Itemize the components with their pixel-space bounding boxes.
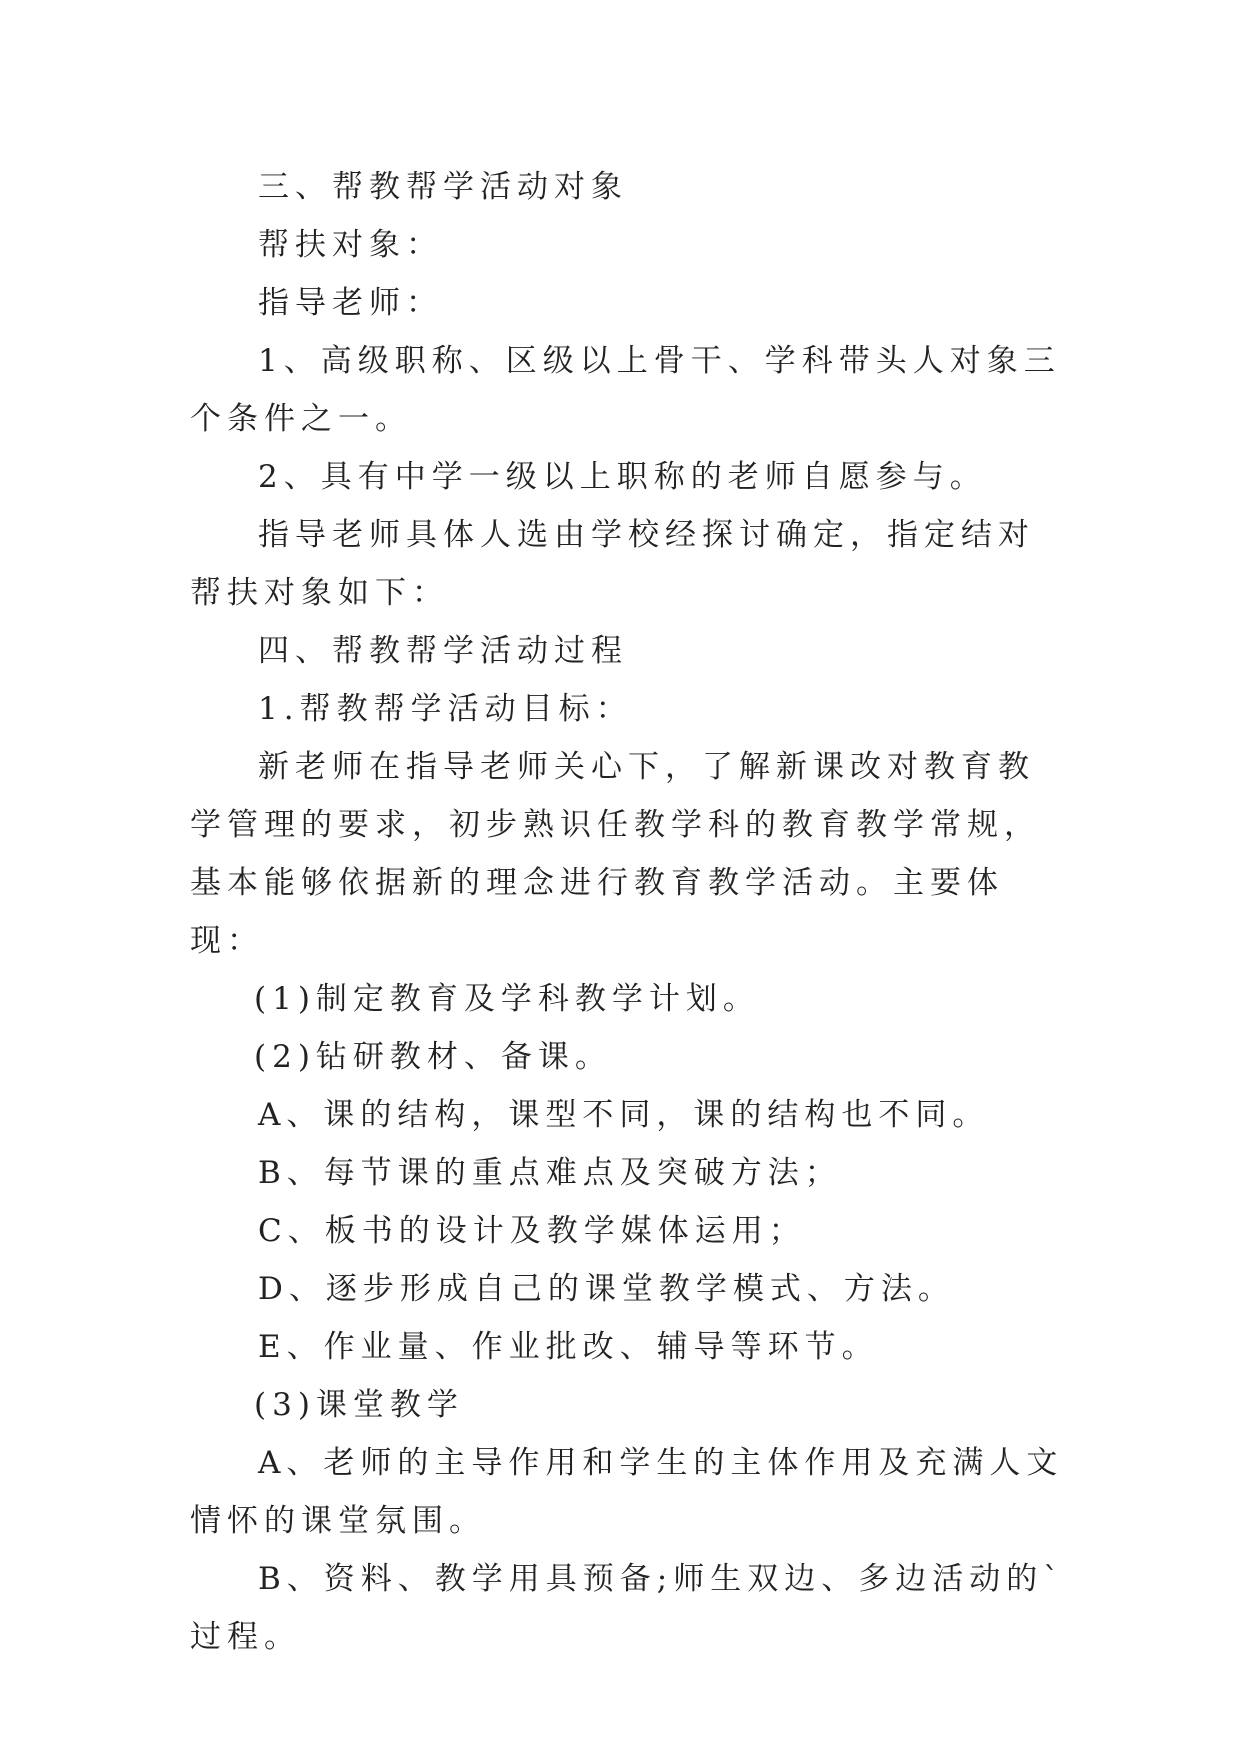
- list-item-classroom-teaching: (3)课堂教学: [254, 1387, 464, 1423]
- list-item-mentor-criteria-2: 2、具有中学一级以上职称的老师自愿参与。: [258, 459, 987, 495]
- list-item-prep-a: A、课的结构，课型不同，课的结构也不同。: [258, 1097, 990, 1133]
- field-mentor: 指导老师：: [258, 285, 443, 321]
- list-item-plan: (1)制定教育及学科教学计划。: [254, 981, 760, 1017]
- list-item-lesson-prep: (2)钻研教材、备课。: [254, 1039, 612, 1075]
- list-item-prep-c: C、板书的设计及教学媒体运用；: [258, 1213, 806, 1249]
- list-item-prep-d: D、逐步形成自己的课堂教学模式、方法。: [258, 1271, 955, 1307]
- subheading-activity-goals: 1.帮教帮学活动目标：: [258, 691, 633, 727]
- paragraph-mentor-selection: 指导老师具体人选由学校经探讨确定，指定结对帮扶对象如下：: [190, 517, 1035, 611]
- section-heading-3: 三、帮教帮学活动对象: [258, 169, 628, 205]
- document-body: [190, 158, 1070, 1666]
- list-item-mentor-criteria-1: 1、高级职称、区级以上骨干、学科带头人对象三个条件之一。: [190, 343, 1061, 437]
- field-support-target: 帮扶对象：: [258, 227, 443, 263]
- list-item-class-a: A、老师的主导作用和学生的主体作用及充满人文情怀的课堂氛围。: [190, 1445, 1064, 1539]
- list-item-prep-b: B、每节课的重点难点及突破方法；: [258, 1155, 842, 1191]
- section-heading-4: 四、帮教帮学活动过程: [258, 633, 628, 669]
- list-item-class-b: B、资料、教学用具预备;师生双边、多边活动的`过程。: [190, 1561, 1065, 1655]
- paragraph-goals-description: 新老师在指导老师关心下，了解新课改对教育教学管理的要求，初步熟识任教学科的教育教学常规，基本能够依据新的理念进行教育教学活动。主要体现：: [190, 749, 1041, 959]
- list-item-prep-e: E、作业量、作业批改、辅导等环节。: [258, 1329, 879, 1365]
